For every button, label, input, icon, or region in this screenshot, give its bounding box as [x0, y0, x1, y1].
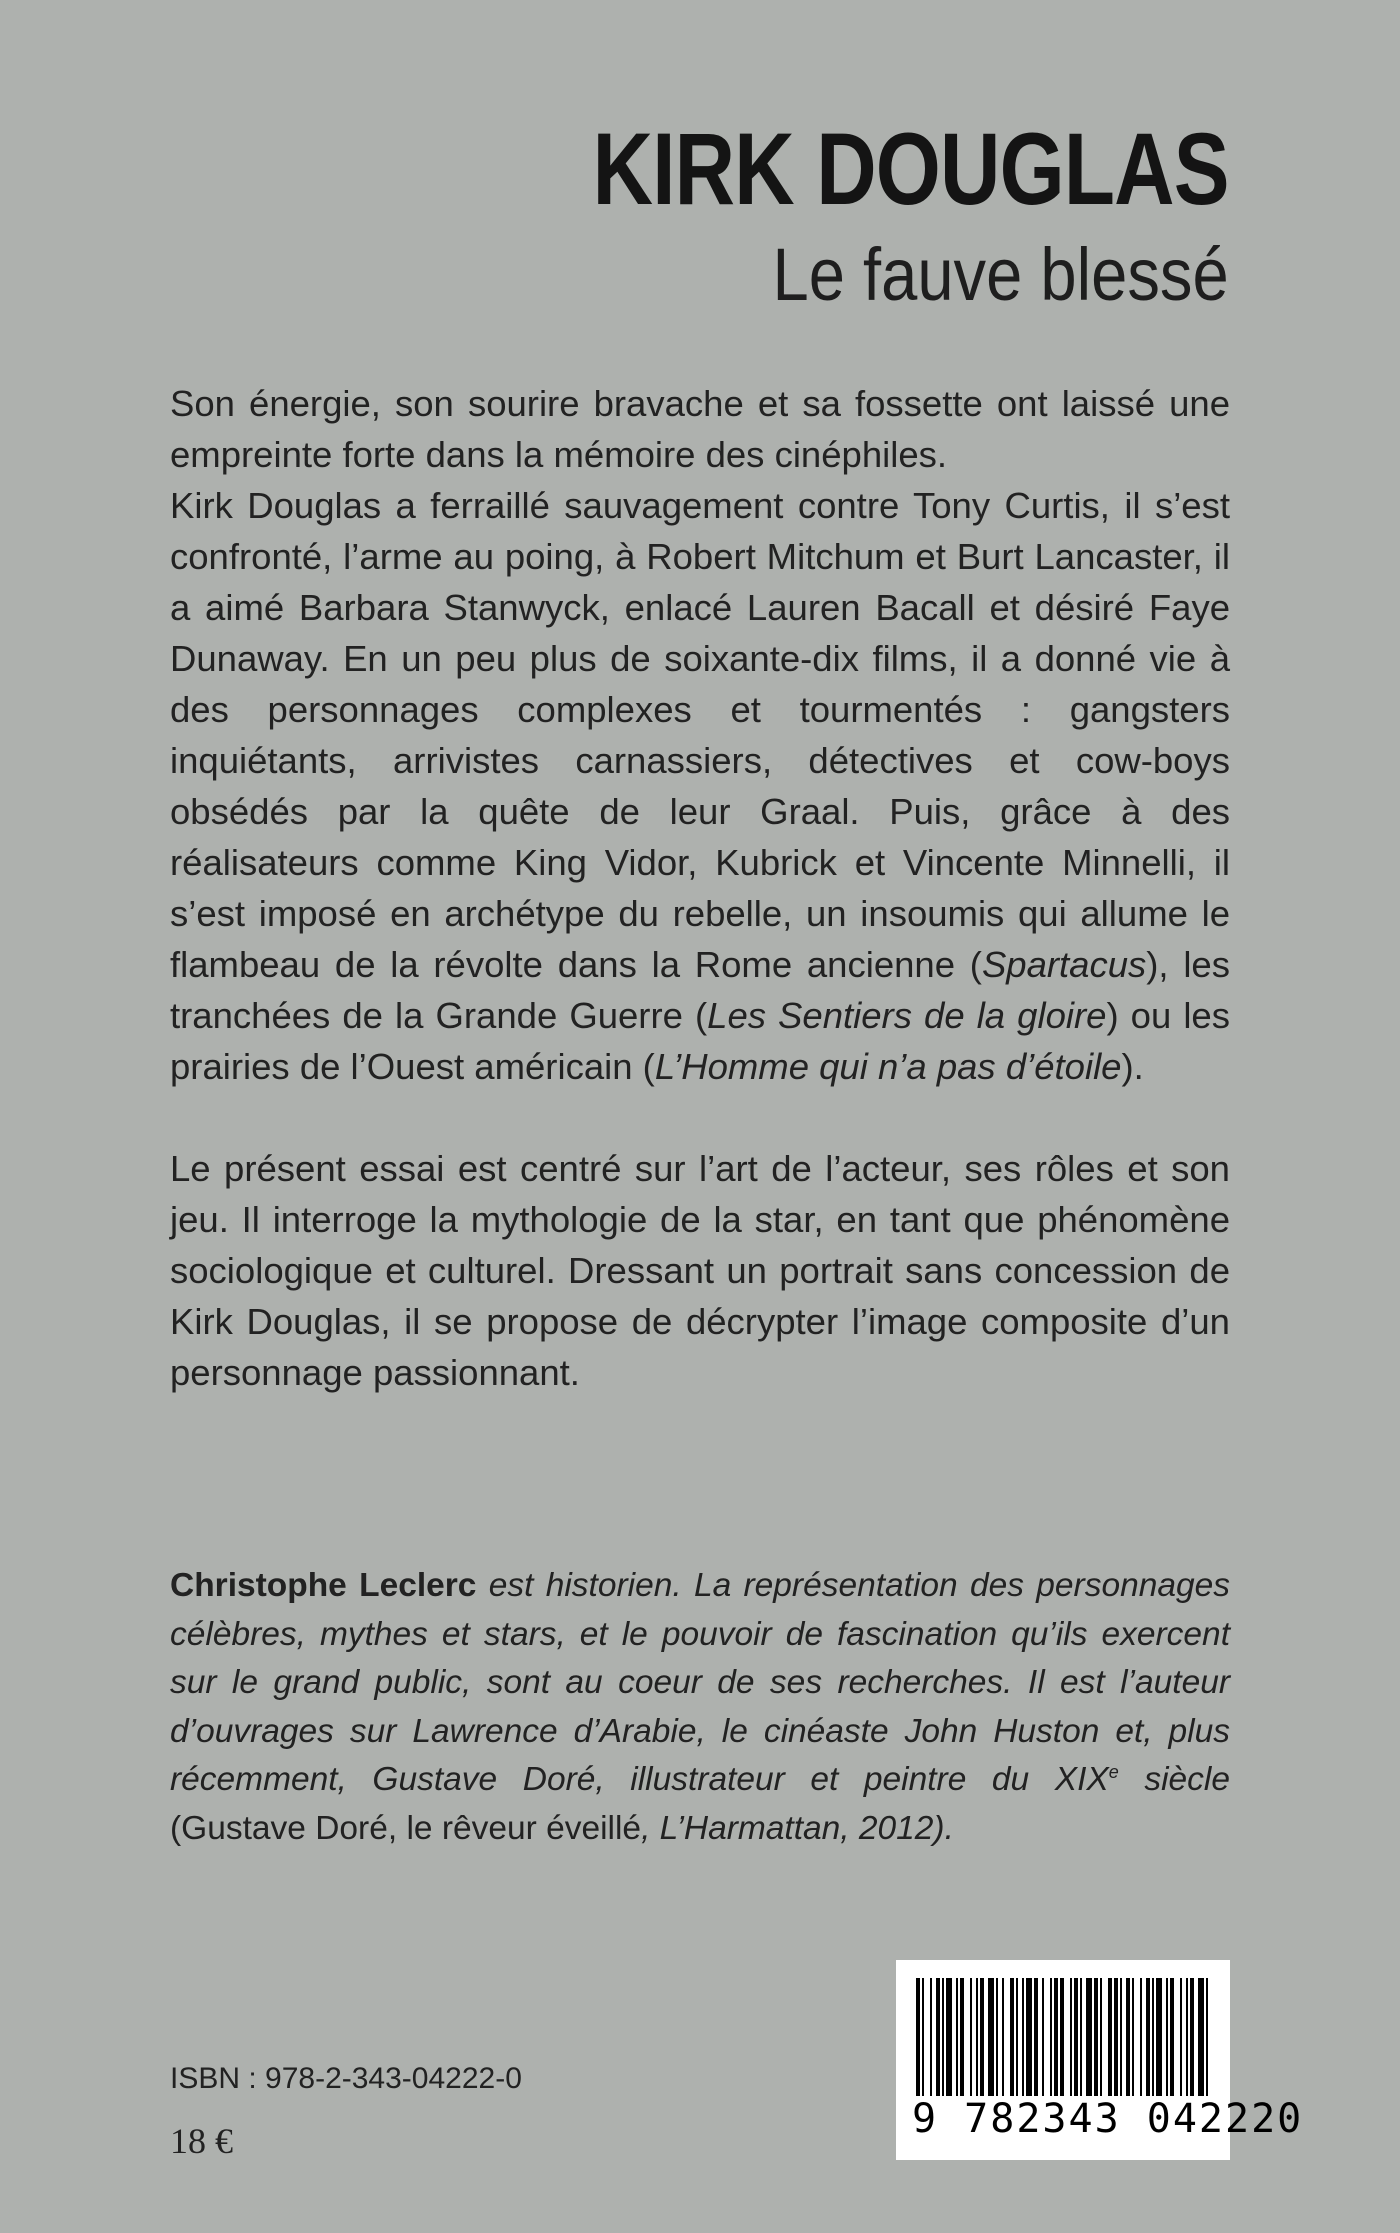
blurb-p1-d: ) ou les prairies de l’Ouest américain ( [170, 995, 1230, 1087]
title-block [453, 112, 1229, 316]
barcode-bar [1120, 1978, 1122, 2096]
barcode-bar [922, 1978, 924, 2096]
blurb-paragraph-1 [170, 378, 1230, 1092]
barcode-bar [946, 1978, 952, 2096]
barcode-bar [1080, 1978, 1082, 2096]
author-bio-book: (Gustave Doré, le rêveur éveillé [170, 1809, 642, 1847]
barcode-bar [1022, 1978, 1024, 2096]
isbn: ISBN : 978-2-343-04222-0 [170, 2062, 522, 2095]
barcode-bar [916, 1978, 920, 2096]
barcode-bar [1146, 1978, 1150, 2096]
author-name: Christophe Leclerc [170, 1567, 477, 1604]
film-title-homme: L’Homme qui n’a pas d’étoile [654, 1046, 1122, 1087]
blurb-p1-body: Kirk Douglas a ferraillé sauvagement contre Tony Curtis, il s’est confronté, l’arme au poing, à Robert Mitchum et Burt Lancaster, il a aimé Barbara Stanwyck, enlacé Lauren Bacall et désiré Faye Dunaway. En un peu plus de soixante-dix films, il a donné vie à des personnages complexes et tourmentés : gangsters inquiétants, arrivistes carnassiers, détectives et cow-boys obsédés par la quête de leur Graal. Puis, grâce à des réalisateurs comme King Vidor, Kubrick et Vincente Minnelli, il s’est imposé en archétype du rebelle, un insoumis qui allume le flambeau de la révolte dans la Rome ancienne ( [170, 485, 1230, 985]
barcode-bar [1140, 1978, 1142, 2096]
barcode-bar [988, 1978, 994, 2096]
author-bio [170, 1562, 1230, 1853]
barcode-bar [1094, 1978, 1098, 2096]
barcode-bar [936, 1978, 940, 2096]
barcode-bar [1108, 1978, 1112, 2096]
barcode-bar [1190, 1978, 1194, 2096]
blurb-p1-intro: Son énergie, son sourire bravache et sa fossette ont laissé une empreinte forte dans la mémoire des cinéphiles. [170, 383, 1230, 475]
barcode-bar [1016, 1978, 1018, 2096]
book-title: KIRK DOUGLAS [592, 112, 1229, 226]
barcode-bar [1206, 1978, 1208, 2096]
barcode-bar [1050, 1978, 1052, 2096]
barcode-bar [1002, 1978, 1004, 2096]
barcode-bar [1152, 1978, 1154, 2096]
paragraph-gap [170, 1092, 1230, 1143]
barcode-bar [1132, 1978, 1134, 2096]
author-bio-publisher: , L’Harmattan, 2012). [641, 1809, 954, 1847]
barcode-bar [970, 1978, 972, 2096]
price: 18 € [170, 2121, 233, 2161]
blurb-p1-c: ), les tranchées de la Grande Guerre ( [170, 944, 1230, 1036]
barcode-bar [1170, 1978, 1174, 2096]
barcode-bar [1060, 1978, 1064, 2096]
barcode-bar [1100, 1978, 1102, 2096]
barcode-bar [996, 1978, 998, 2096]
barcode-digits: 9 782343 042220 [912, 2096, 1304, 2142]
book-subtitle: Le fauve blessé [772, 233, 1229, 316]
barcode-bar [1156, 1978, 1162, 2096]
author-bio-siecle: siècle [1118, 1761, 1230, 1798]
back-cover-blurb [170, 378, 1230, 1398]
author-bio-text: est historien. La représentation des personnages célèbres, mythes et stars, et le pouvoir de fascination qu’ils exercent sur le grand public, sont au coeur de ses recherches. Il est l’auteur d’ouvrages sur Lawrence d’Arabie, le cinéaste John Huston et, plus récemment, Gustave Doré, illustrateur et peintre du XIX [170, 1567, 1230, 1798]
barcode-bar [930, 1978, 932, 2096]
barcode-bar [1114, 1978, 1118, 2096]
barcode-bar [1054, 1978, 1058, 2096]
barcode-bar [1198, 1978, 1204, 2096]
barcode-bar [942, 1978, 944, 2096]
barcode-bar [1010, 1978, 1014, 2096]
barcode-bar [980, 1978, 984, 2096]
barcode-bar [956, 1978, 958, 2096]
barcode-bar [1166, 1978, 1168, 2096]
barcode-bars-icon [912, 1978, 1214, 2096]
barcode-bar [1126, 1978, 1130, 2096]
barcode-bar [1042, 1978, 1044, 2096]
barcode-bar [1180, 1978, 1182, 2096]
blurb-p1-e: ). [1121, 1046, 1144, 1087]
barcode-bar [1026, 1978, 1032, 2096]
barcode [896, 1960, 1304, 2160]
barcode-bar [960, 1978, 964, 2096]
barcode-bar [1074, 1978, 1078, 2096]
barcode-bar [1034, 1978, 1038, 2096]
blurb-paragraph-2: Le présent essai est centré sur l’art de l’acteur, ses rôles et son jeu. Il interroge la mythologie de la star, en tant que phénomène sociologique et culturel. Dressant un portrait sans concession de Kirk Douglas, il se propose de décrypter l’image composite d’un personnage passionnant. [170, 1148, 1230, 1393]
barcode-bar [1086, 1978, 1092, 2096]
barcode-bar [976, 1978, 978, 2096]
film-title-spartacus: Spartacus [981, 944, 1147, 985]
film-title-sentiers: Les Sentiers de la gloire [707, 995, 1107, 1036]
barcode-bar [1070, 1978, 1072, 2096]
century-superscript: e [1108, 1761, 1119, 1782]
barcode-bar [1186, 1978, 1188, 2096]
